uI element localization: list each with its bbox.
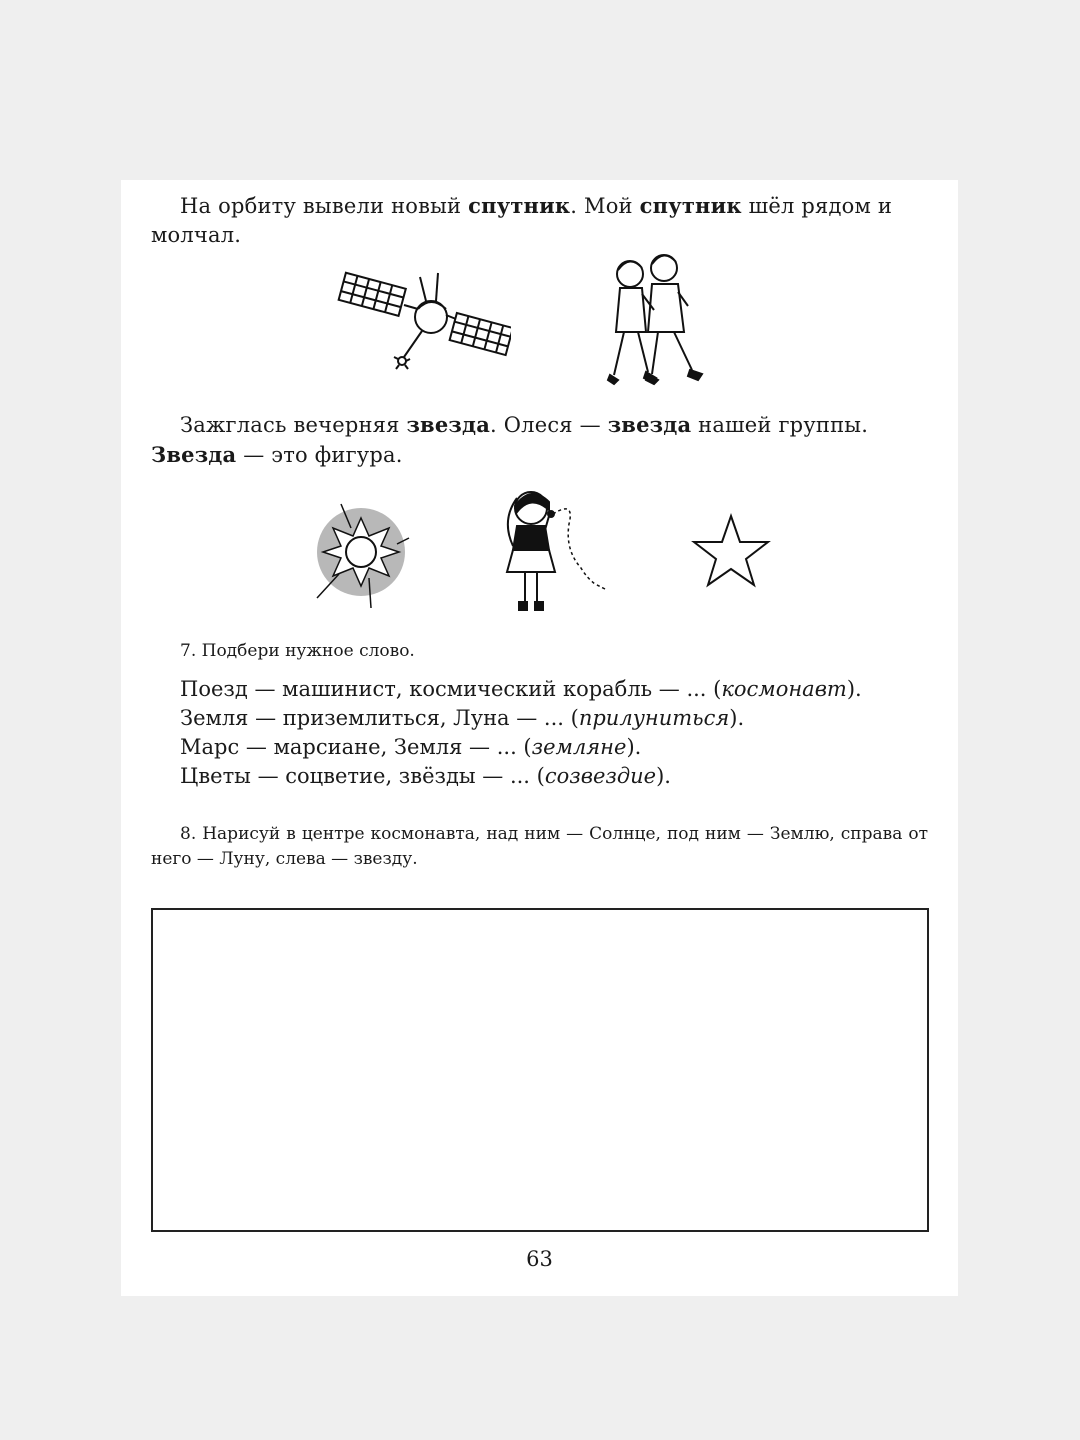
line-end: ). <box>656 764 671 788</box>
text: нашей группы. <box>691 413 869 437</box>
line-text: Марс — марсиане, Земля — ... ( <box>180 735 532 759</box>
answer-word: созвездие <box>544 764 657 788</box>
walking-boys-illustration <box>604 250 719 390</box>
line-end: ). <box>626 735 642 759</box>
task-8-text <box>151 822 928 872</box>
answer-word: космонавт <box>721 677 847 701</box>
answer-word: земляне <box>531 735 627 759</box>
list-item <box>180 733 862 762</box>
list-item <box>180 704 862 733</box>
singing-girl-illustration <box>491 480 616 620</box>
line-end: ). <box>846 677 862 701</box>
bold-word: спутник <box>639 193 742 218</box>
task-7-title: 7. Подбери нужное слово. <box>180 641 415 661</box>
workbook-page <box>121 180 958 1296</box>
bold-word: Звезда <box>151 442 237 467</box>
text: — это фигура. <box>236 443 403 467</box>
list-item <box>180 675 862 704</box>
list-item <box>180 762 862 791</box>
star-figure-illustration <box>691 512 771 588</box>
task-7-lines <box>180 675 862 791</box>
paragraph-zvezda <box>151 410 928 470</box>
text: На орбиту вывели новый <box>180 194 469 218</box>
bold-word: звезда <box>406 412 490 437</box>
task-8-instruction: 8. Нарисуй в центре космонавта, над ним — Солнце, под ним — Землю, справа от него — Луну, слева — звезду. <box>151 824 928 869</box>
bold-word: звезда <box>607 412 692 437</box>
bold-word: спутник <box>468 193 571 218</box>
text: шёл рядом и молчал. <box>151 194 893 247</box>
text: Зажглась вечерняя <box>180 413 407 437</box>
answer-word: прилуниться <box>578 706 730 730</box>
evening-star-illustration <box>311 498 411 610</box>
line-text: Поезд — машинист, космический корабль — ... ( <box>180 677 722 701</box>
text: . Олеся — <box>490 413 608 437</box>
line-text: Земля — приземлиться, Луна — ... ( <box>180 706 579 730</box>
satellite-illustration <box>336 265 511 385</box>
paragraph-sputnik <box>151 191 928 250</box>
drawing-area[interactable] <box>151 908 929 1232</box>
text: . Мой <box>570 194 640 218</box>
line-end: ). <box>729 706 745 730</box>
line-text: Цветы — соцветие, звёзды — ... ( <box>180 764 545 788</box>
page-number: 63 <box>526 1247 553 1271</box>
